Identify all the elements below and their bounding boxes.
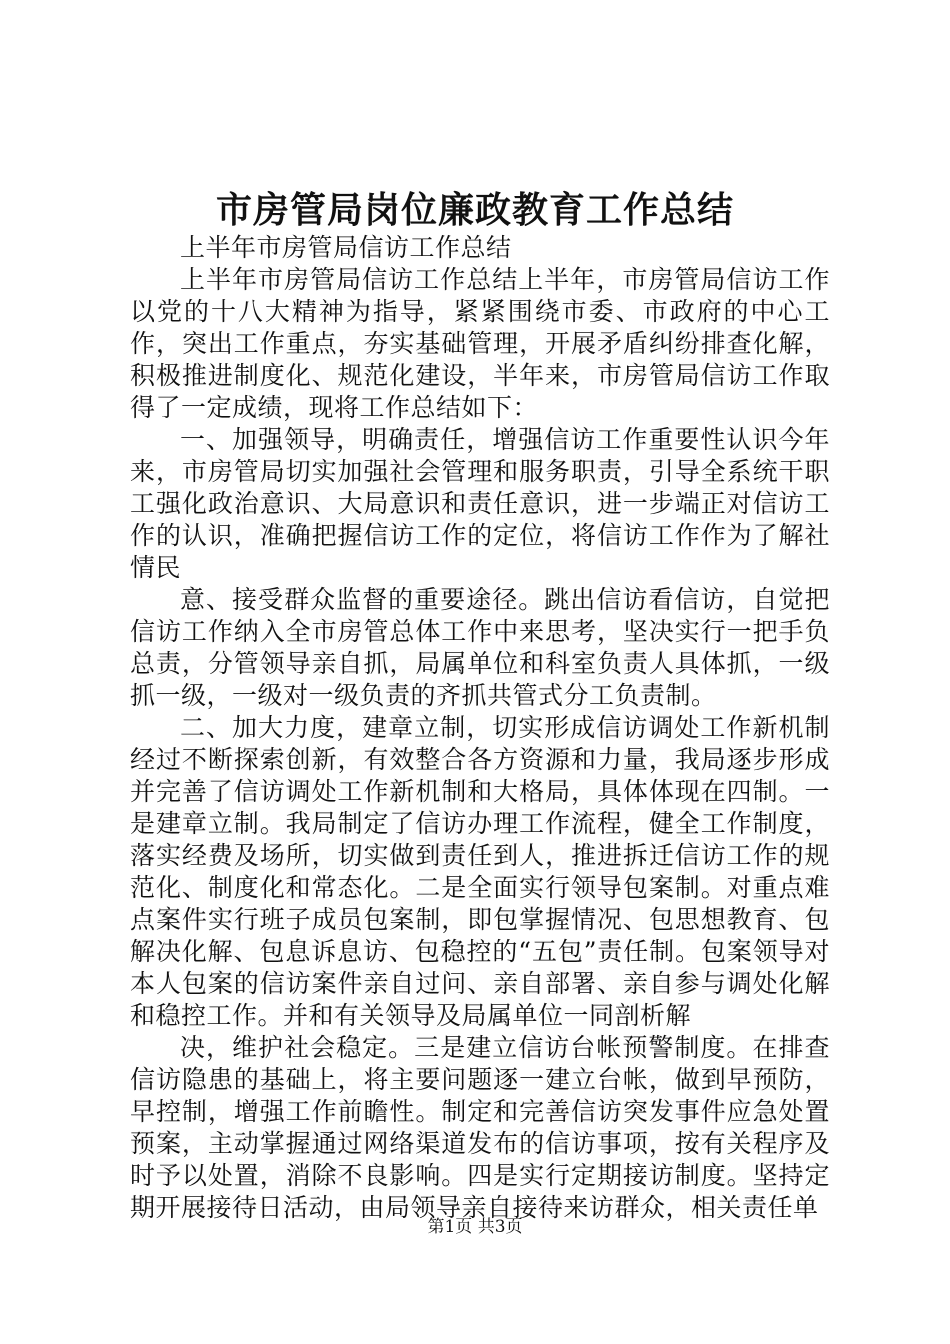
paragraph-section-one-cont: 意、接受群众监督的重要途径。跳出信访看信访，自觉把信访工作纳入全市房管总体工作中来思考，坚决实行一把手负总责，分管领导亲自抓，局属单位和科室负责人具体抓，一级抓一级，一级对一级负责的齐抓共管式分工负责制。 (130, 585, 830, 710)
paragraph-subtitle: 上半年市房管局信访工作总结 (180, 233, 512, 262)
page-number: 第1页 共3页 (427, 1217, 523, 1237)
paragraph-section-two: 二、加大力度，建章立制，切实形成信访调处工作新机制经过不断探索创新，有效整合各方资源和力量，我局逐步形成并完善了信访调处工作新机制和大格局，具体体现在四制。一是建章立制。我局制定了信访办理工作流程，健全工作制度，落实经费及场所，切实做到责任到人，推进拆迁信访工作的规范化、制度化和常态化。二是全面实行领导包案制。对重点难点案件实行班子成员包案制，即包掌握情况、包思想教育、包解决化解、包息诉息访、包稳控的“五包”责任制。包案领导对本人包案的信访案件亲自过问、亲自部署、亲自参与调处化解和稳控工作。并和有关领导及局属单位一同剖析解 (130, 713, 830, 1030)
document-body (130, 232, 830, 1224)
document-title: 市房管局岗位廉政教育工作总结 (215, 189, 734, 231)
paragraph-section-two-cont: 决，维护社会稳定。三是建立信访台帐预警制度。在排查信访隐患的基础上，将主要问题逐一建立台帐，做到早预防，早控制，增强工作前瞻性。制定和完善信访突发事件应急处置预案，主动掌握通过网络渠道发布的信访事项，按有关程序及时予以处置，消除不良影响。四是实行定期接访制度。坚持定期开展接待日活动，由局领导亲自接待来访群众，相关责任单 (130, 1033, 830, 1222)
paragraph-intro: 上半年市房管局信访工作总结上半年，市房管局信访工作以党的十八大精神为指导，紧紧围绕市委、市政府的中心工作，突出工作重点，夯实基础管理，开展矛盾纠纷排查化解，积极推进制度化、规范化建设，半年来，市房管局信访工作取得了一定成绩，现将工作总结如下： (130, 265, 830, 422)
paragraph-section-one: 一、加强领导，明确责任，增强信访工作重要性认识今年来，市房管局切实加强社会管理和服务职责，引导全系统干职工强化政治意识、大局意识和责任意识，进一步端正对信访工作的认识，准确把握信访工作的定位，将信访工作作为了解社情民 (130, 425, 830, 582)
